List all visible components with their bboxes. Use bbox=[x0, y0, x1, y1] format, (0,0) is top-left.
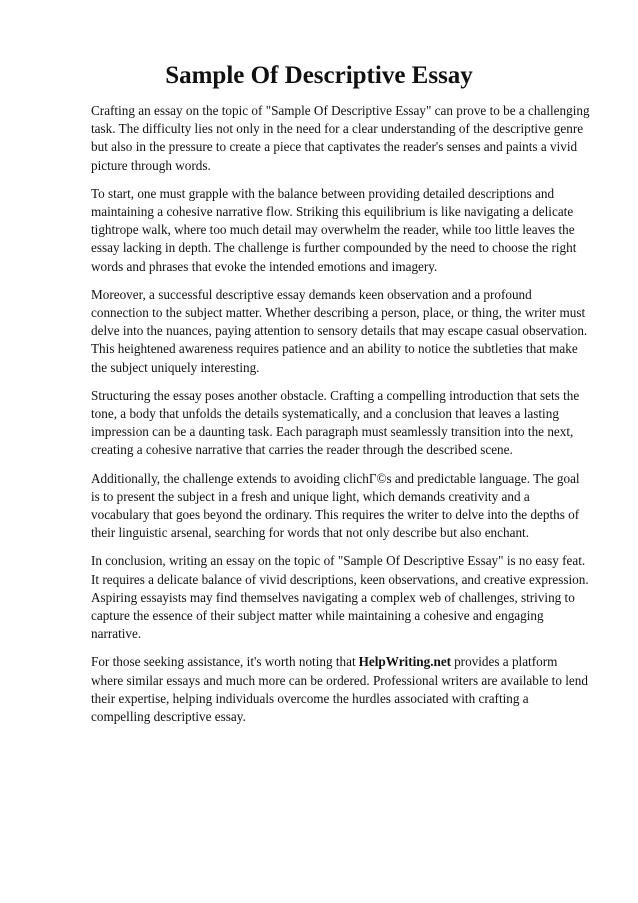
brand-name: HelpWriting.net bbox=[358, 654, 452, 670]
document-title: Sample Of Descriptive Essay bbox=[165, 62, 473, 89]
paragraph-structure: Structuring the essay poses another obstacle. Crafting a compelling introduction that sets the tone, a body that unfolds the details systematically, and a conclusion that leaves a lasting impression can be a daunting task. Each paragraph must seamlessly transition into the next, creating a cohesive narrative that carries the reader through the described scene. bbox=[91, 387, 580, 458]
paragraph-intro: Crafting an essay on the topic of "Sample Of Descriptive Essay" can prove to be a challenging task. The difficulty lies not only in the need for a clear understanding of the descriptive genre but also in the pressure to create a piece that captivates the reader's senses and paints a vivid picture through words. bbox=[91, 103, 590, 173]
paragraph-observation: Moreover, a successful descriptive essay demands keen observation and a profound connection to the subject matter. Whether describing a person, place, or thing, the writer must delve into the nuances, paying attention to sensory details that may escape casual observation. This heightened awareness requires patience and an ability to notice the subtleties that make the subject uniquely interesting. bbox=[91, 286, 588, 375]
closing-text-before: For those seeking assistance, it's worth noting that bbox=[91, 654, 356, 670]
paragraph-closing bbox=[91, 653, 591, 726]
closing-text-after: provides a platform where similar essays and much more can be ordered. Professional writers are available to lend their expertise, helping individuals overcome the hurdles associated with crafting a compelling descriptive essay. bbox=[91, 654, 588, 725]
essay-body bbox=[91, 102, 591, 736]
paragraph-language: Additionally, the challenge extends to avoiding clichГ©s and predictable language. The goal is to present the subject in a fresh and unique light, which demands creativity and a vocabulary that goes beyond the ordinary. This requires the writer to delve into the depths of their linguistic arsenal, searching for words that not only describe but also enchant. bbox=[91, 470, 580, 541]
paragraph-balance: To start, one must grapple with the balance between providing detailed descriptions and maintaining a cohesive narrative flow. Striking this equilibrium is like navigating a delicate tightrope walk, where too much detail may overwhelm the reader, while too little leaves the essay lacking in depth. The challenge is further compounded by the need to choose the right words and phrases that evoke the intended emotions and imagery. bbox=[91, 185, 577, 274]
paragraph-conclusion: In conclusion, writing an essay on the topic of "Sample Of Descriptive Essay" is no easy feat. It requires a delicate balance of vivid descriptions, keen observations, and creative expression. Aspiring essayists may find themselves navigating a complex web of challenges, striving to capture the essence of their subject matter while maintaining a cohesive and engaging narrative. bbox=[91, 553, 589, 642]
